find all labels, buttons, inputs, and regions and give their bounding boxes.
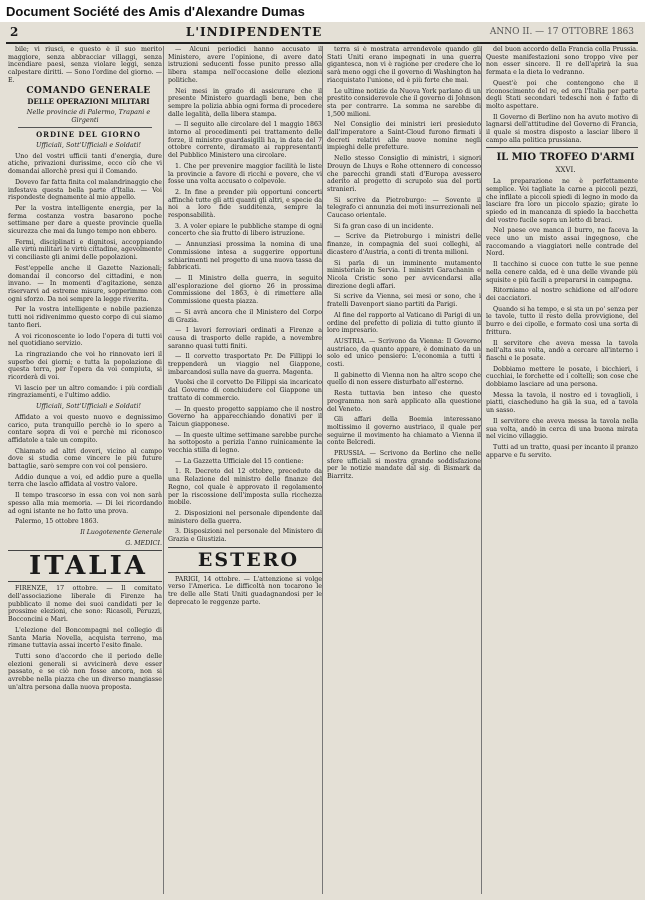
paragraph: Al fine del rapporto al Vaticano di Parigi di un ordine del prefetto di polizia di tutto giunto il loro impresario. [327, 311, 481, 335]
date-stamp: ANNO II. — 17 OTTOBRE 1863 [489, 27, 634, 37]
paragraph: Il servitore che aveva messa la tavola nella sua volta, andò in cerca di una buona mirata nel vicino villaggio. [486, 417, 638, 441]
paragraph: 1. R. Decreto del 12 ottobre, preceduto da una Relazione del ministro delle finanze del Regno, col quale è approvato il regolamento per la riscossione dell'imposta sulla ricchezza mobile. [168, 468, 322, 507]
paragraph: PRUSSIA. — Scrivono da Berlino che nelle sfere ufficiali si mostra grande soddisfazione per le notizie mandate dal sig. di Bismark da Biarritz. [327, 450, 481, 481]
column-divider [163, 46, 164, 894]
paragraph: Tutti ad un tratto, quasi per incanto il pranzo apparve e fu servito. [486, 443, 638, 459]
paragraph: — Scrive da Pietroburgo i ministri delle finanze, in compagnia del suoi colleghi, al dicastero d'Austria, a conti di trenta milioni. [327, 233, 481, 256]
paragraph: — Il seguito alle circolare del 1 maggio 1863 intorno al procedimenti pei trattamento delle forze, il ministro guardasigilli ha, in data del 7 ottobre corrente, diramato ai rappresentanti del Pubblico Ministero una circolare. [168, 121, 322, 160]
newspaper-page [0, 22, 645, 900]
title-bar [0, 0, 645, 23]
italia-heading: ITALIA [8, 550, 162, 582]
paragraph: Dovevo far fatta finita col malandrinaggio che infestava questa bella parte d'Italia. — Voi rispondeste degnamente al mio appello. [8, 178, 162, 202]
dateline: Palermo, 15 ottobre 1863. [15, 518, 99, 526]
paragraph: Per la vostra intelligente e nobile pazienza tutti noi ridivenimmo questo corpo di cui siamo tanto fieri. [8, 306, 162, 329]
paragraph: 3. Disposizioni nel personale del Ministero di Grazia e Giustizia. [168, 528, 322, 544]
paragraph: Si parla di un imminente mutamento ministeriale in Servia. I ministri Garachanin e Nicola Cristic sono per avvicendarsi alla direzione degli affari. [327, 259, 481, 290]
paragraph: 1. Che per prevenire maggior facilità le liste la provincie a favore di ricchi e povere, che vi fosse una volta accusato o colpevole. [168, 162, 322, 186]
newspaper-name: L'INDIPENDENTE [185, 25, 323, 39]
paragraph: Fest'eppelle anche il Gazette Nazionali; domandai il concorso del cittadini, e non invano. — In momenti d'agitazione, senza riservarvi ad estreme misure, sopperimmo con ogni sforzo. Da noi sempre la legge riverita. [8, 264, 162, 303]
paragraph: Vuolsi che il corvetto De Filippi sia incaricato dal Governo di conchiudere col Giappone un trattato di commercio. [168, 379, 322, 402]
paragraph: — Il Ministro della guerra, in seguito all'esplorazione del giorno 26 in prossima Commissione del 1863, è di rimettere alla Commissione questa piazza. [168, 274, 322, 306]
paragraph: Nel paese ove manca il burro, ne faceva la vece uno un misto assai ingegnoso, che raccomando a viaggiatori nelle contrade del Nord. [486, 227, 638, 258]
paragraph: Quest'è poi che contengono che il riconoscimento del re, ed ora l'Italia per parte degli Stati secondari tedeschi non è fatto di molto aspettare. [486, 79, 638, 110]
paragraph: Ritorniamo al nostro schidione ed all'odore dei cacciatori. [486, 287, 638, 302]
paragraph: — La Gazzetta Ufficiale del 15 contiene: [175, 457, 304, 465]
paragraph: Messa la tavola, il nostro ed i tovaglioli, i piatti, ciascheduno ha già la sua, ed a tavola un sasso. [486, 391, 638, 415]
paragraph: Affidato a voi questo nuovo e degnissimo carico, puta tranquillo perchè io lo spero a contare sopra di voi e perchè mi riconosco affidatole a tale un compito. [8, 413, 162, 444]
paragraph: 3. A voler epiare le pubbliche stampe di ogni concerto che sia frutto di libero istruzione. [168, 222, 322, 238]
paragraph: L'elezione del Boncompagni nel collegio di Santa Maria Novella, acquista terreno, ma rimane tuttavia assai incerto l'esito finale. [8, 626, 162, 650]
paragraph: Gli affari della Boemia interessano moltissimo il governo austriaco, il quale per seguirne il movimento ha chiamato a Vienna il conte Belcredi. [327, 416, 481, 447]
paragraph: Per la vostra intelligente energia, per la ferma costanza vostra basarono poche settimane per dare a queste provincie quella sicurezza che mai da lungo tempo non ebbero. [8, 204, 162, 236]
paragraph: bile; vi riusci, e questo è il suo merito maggiore, senza abbracciar villaggi, senza incendiare paesi, senza violare leggi, senza calpestare diritti. — Sono l'ordine del giorno. — E. [8, 46, 162, 84]
paragraph: Nei mesi in grado di assicurare che il presente Ministero guardagli bene, ben che sempre la polizia abbia ogni forma di procedere dalle legalità, della libera stampa. [168, 87, 322, 118]
section-heading: COMANDO GENERALE [26, 85, 151, 96]
paragraph: — Il corvetto trasportato Pr. De Fillippi lo treppenderà un viaggio nel Giappone, imbarcandosi sulla nave da guerra. Magenta. [168, 353, 322, 376]
paragraph: Quando si ha tempo, e si sta un po' senza per le tavole, tutto il resto della provvigione, del burro e dei cipolle, e formato così una sorta di frittura. [486, 305, 638, 336]
column-2 [168, 46, 322, 896]
page-number: 2 [10, 25, 19, 39]
section-subtitle: Nelle provincie di Palermo, Trapani e Girgenti [26, 107, 151, 124]
paragraph: — In questo progetto sappiamo che il nostro Governo ha apparecchiando donativi per il Taicun giapponese. [168, 405, 322, 428]
paragraph: PARIGI, 14 ottobre. — L'attenzione si volge verso l'America. Le difficoltà non tocarono le tre delle alle Stati Uniti guadagnandosi per le deprecato le reggenze parte. [168, 575, 322, 606]
divider [18, 127, 152, 128]
paragraph: La ringraziando che voi ho rinnovato ieri il superbo dei giorni; e tutta la popolazione di questa terra, per l'opera da voi compiuta, si ricorderà di voi. [8, 350, 162, 382]
signature-title: Il Luogotenente Generale [80, 528, 162, 536]
paragraph: Chiamato ad altri doveri, vicino al campo dove si studia come vincere le più future battaglie, sarò sempre con voi col pensiero. [8, 447, 162, 471]
feuilleton-heading: IL MIO TROFEO D'ARMI [486, 147, 638, 164]
estero-heading: ESTERO [168, 547, 322, 573]
column-4 [486, 46, 638, 896]
paragraph: — Annunziasi prossima la nomina di una Commissione intesa a suggerire opportuni schiarimenti nel progetto di una nuova tassa da fabbricati. [168, 241, 322, 272]
paragraph: Si fa gran caso di un incidente. [334, 222, 434, 230]
order-heading: ORDINE DEL GIORNO [36, 130, 141, 140]
salutation: Ufficiali, Sott'Ufficiali e Soldati! [35, 141, 142, 150]
paragraph: Il Governo di Berlino non ha avuto motivo di lagnarsi dell'attitudine del Governo di Francia, il quale si mostra disposto a lasciar libero il campo alla politica prussiana. [486, 113, 638, 144]
paragraph: — In queste ultime settimane sarebbe purche ha sottoposto a perizia l'anno ruinicamente la vecchia stilla di legno. [168, 431, 322, 455]
chapter-number: XXVI. [555, 166, 576, 175]
paragraph: Resta tuttavia ben inteso che questo programma non sarà applicato alla questione del Veneto. [327, 390, 481, 413]
paragraph: — Alcuni periodici hanno accusato il Ministero, avere l'opinione, di avere dato istruzioni seducenti fosse punito presso alla libera stampa nell'occasione delle elezioni politiche. [168, 46, 322, 84]
paragraph: Nel Consiglio dei ministri ieri presieduto dall'imperatore a Saint-Cloud furono firmati i decreti relativi alle nuove nomine negli impieghi delle prefetture. [327, 121, 481, 152]
paragraph: Addio dunque a voi, ed addio pure a quella terra che lascio affidata al vostro valore. [8, 473, 162, 489]
masthead [6, 22, 638, 44]
paragraph: — I lavori ferroviari ordinati a Firenze a causa di trasporto delle rapide, a novembre saranno quasi tutti finiti. [168, 327, 322, 350]
paragraph: FIRENZE, 17 ottobre. — Il comitato dell'associazione liberale di Firenze ha pubblicato il nome dei suoi candidati per le prossime elezioni, che sono: Ricasoli, Peruzzi, Bocconcini e Mari. [8, 585, 162, 624]
column-1 [8, 46, 162, 896]
document-title: Document Société des Amis d'Alexandre Dumas [6, 3, 305, 19]
paragraph: 2. Disposizioni nel personale dipendente dal ministero della guerra. [168, 509, 322, 525]
paragraph: del buon accordo della Francia colla Prussia. Queste manifestazioni sono troppo vive per non esser sincere. Il re dell'aprirà la sua fermata e la dieta lo vedranno. [486, 46, 638, 77]
paragraph: La preparazione ne è perfettamente semplice. Voi tagliate la carne a piccoli pezzi, che infilate a piccoli spiedi di legno in modo da lasciare fra loro un piccolo spazio; girate lo spiedo ed in mancanza di spiedo la bacchetta del vostro fucile sopra un letto di braci. [486, 178, 638, 224]
section-subheading: DELLE OPERAZIONI MILITARI [27, 97, 150, 107]
paragraph: Vi lascio per un altro comando: i più cordiali ringraziamenti, e l'ultimo addio. [8, 384, 162, 400]
paragraph: Le ultime notizie da Nuova York parlano di un prestito considerevole che il governo di Johnson sta per contrarre. La somma ne sarebbe di 1,500 milioni. [327, 87, 481, 118]
paragraph: Uno del vostri ufficii tanti d'energia, dure atiche, privazioni durissime, ecco ciò che vi domandai allorchè presi qui il Comando. [8, 152, 162, 176]
column-divider [481, 46, 482, 894]
paragraph: Si scrive da Vienna, sei mesi or sono, che i fratelli Davenport siano partiti da Parigi. [327, 293, 481, 309]
column-3 [327, 46, 481, 896]
signature-name: G. MEDICI. [125, 539, 162, 547]
paragraph: Si scrive da Pietroburgo: — Sovente il telegrafo ci annunzia dei moti insurrezionali nel Caucaso orientale. [327, 196, 481, 220]
paragraph: 2. In fine a prender più opportuni concerti affinchè tutte gli atti quanti gli altri, e specie da noi a loro fide sudditenza, sempre la responsabilità. [168, 188, 322, 220]
salutation: Ufficiali, Sott'Ufficiali e Soldati! [35, 402, 142, 411]
column-divider [322, 46, 323, 894]
paragraph: Il servitore che aveva messa la tavola nell'alta sua volta, andò a cercare all'interno i fiaschi e le posate. [486, 339, 638, 362]
paragraph: A voi riconoscente io lodo l'opera di tutti voi nel quotidiano servizio. [8, 332, 162, 348]
paragraph: Tutti sono d'accordo che il periodo delle elezioni generali si avvicinerà deve esser passato, e se ciò non fosse ancora, non si avrebbe nella piazza che un diverso mangiasse un'altra persona dalla nuova proposta. [8, 653, 162, 691]
paragraph: Il tacchino si cuoce con tutte le sue penne nella cenere calda, ed è una delle vivande più squisite e più facili a prepararsi in campagna. [486, 261, 638, 284]
paragraph: — Si avrà ancora che il Ministero del Corpo di Grazia. [168, 308, 322, 324]
paragraph: Il gabinetto di Vienna non ha altro scopo che quello di non essere disturbato all'esterno. [327, 371, 481, 387]
paragraph: Il tempo trascorso in essa con voi non sarà spesso alla mia memoria. — Di lei ricordando ad ogni istante ne ho fatto una prova. [8, 492, 162, 515]
paragraph: Fermi, disciplinati e dignitosi, accoppiando alle virtù militari le virtù cittadine, agevolmente vi conciliaste gli animi delle popolazioni. [8, 238, 162, 262]
paragraph: Dobbiamo mettere le posate, i bicchieri, i cucchiai, le forchette ed i coltelli; son cose che dobbiamo lasciare ad una persona. [486, 365, 638, 389]
paragraph: AUSTRIA. — Scrivono da Vienna: Il Governo austriaco, da quanto appare, è dominato da un solo ed unico pensiero: L'economia a tutti i costi. [327, 337, 481, 369]
paragraph: terra si è mostrata arrendevole quando gli Stati Uniti erano impegnati in una guerra gigantesca, non vi è ragione per credere che lo sarà meno oggi che il governo di Washington ha riacquistato l'unione, ed è più forte che mai. [327, 46, 481, 84]
paragraph: Nello stesso Consiglio di ministri, i signori Drouyn de Lhuys e Rohe ottennero di concesso che parecchi grandi stati d'Europa avessero aderito al progetto di scrupolo sua del porti stranieri. [327, 155, 481, 193]
